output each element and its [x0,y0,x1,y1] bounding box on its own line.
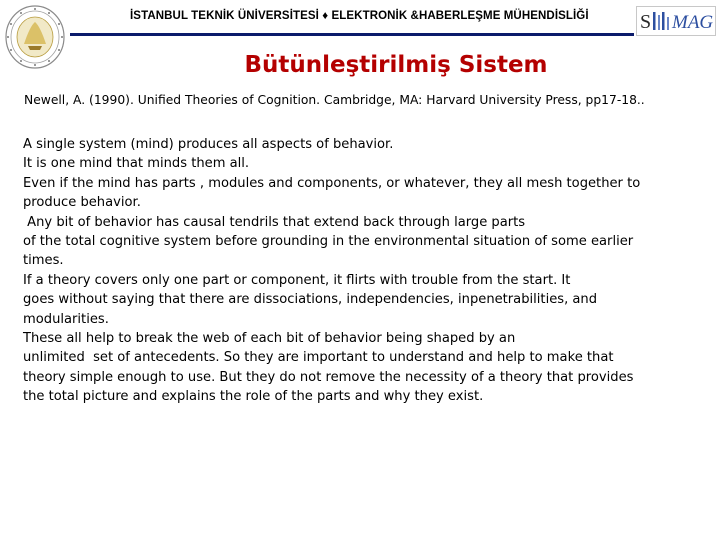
body-line: produce behavior. [23,195,141,211]
body-line: goes without saying that there are dissociations, independencies, inpenetrabilities, and [23,292,598,308]
body-line: the total picture and explains the role of the parts and why they exist. [23,389,484,405]
header-divider [70,33,634,36]
body-line: modularities. [23,311,109,327]
svg-text:S: S [640,11,652,33]
body-line: It is one mind that minds them all. [23,156,250,172]
body-line: These all help to break the web of each bit of behavior being shaped by an [23,331,516,347]
slide-title: Bütünleştirilmiş Sistem [244,52,548,78]
body-line: If a theory covers only one part or component, it flirts with trouble from the start. It [23,272,571,288]
simag-logo-icon [636,6,716,36]
body-line: unlimited set of antecedents. So they are important to understand and help to make that [23,350,614,366]
body-line: Even if the mind has parts , modules and components, or whatever, they all mesh together to [23,175,641,191]
citation: Newell, A. (1990). Unified Theories of Cognition. Cambridge, MA: Harvard University Press, pp17-18.. [24,93,645,107]
body-line: A single system (mind) produces all aspects of behavior. [23,137,394,152]
body-text [23,135,717,407]
body-line: theory simple enough to use. But they do not remove the necessity of a theory that provides [23,369,634,385]
body-line: of the total cognitive system before grounding in the environmental situation of some earlier [23,234,634,250]
body-line: Any bit of behavior has causal tendrils that extend back through large parts [23,214,526,230]
svg-text:MAG: MAG [672,12,714,33]
institution-header: İSTANBUL TEKNİK ÜNİVERSİTESİ ♦ ELEKTRONİK &HABERLEŞME MÜHENDİSLİĞİ [130,10,589,22]
simag-logo [636,6,716,36]
body-line: times. [23,253,64,269]
